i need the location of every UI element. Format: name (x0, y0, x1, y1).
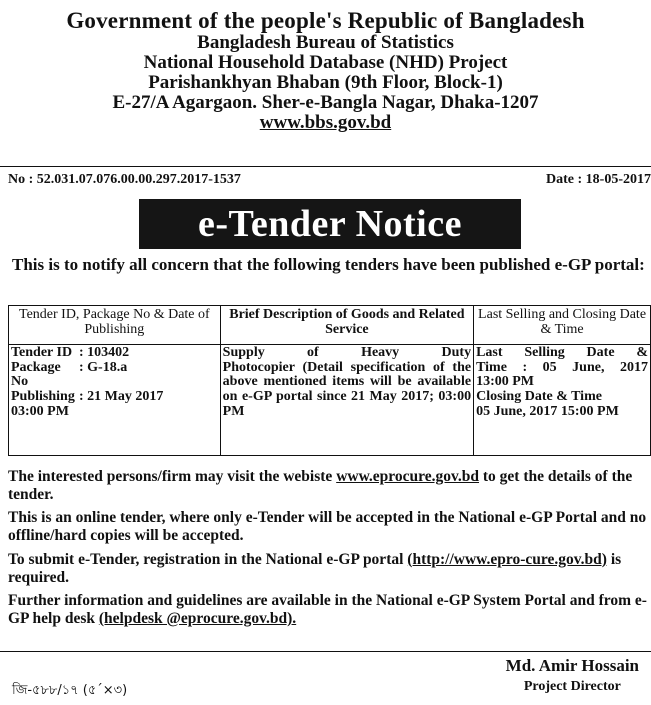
paragraph-website-text: The interested persons/firm may visit the webiste (8, 468, 337, 485)
reference-number: No : 52.031.07.076.00.00.297.2017-1537 (8, 172, 241, 187)
last-selling-line1: Last Selling Date & (476, 345, 648, 360)
description-rest: Photocopier (Detail specification of the above mentioned items will be available on e-GP portal since 21 May 2017; 03:00 PM (222, 359, 472, 419)
paragraph-website (8, 468, 651, 504)
paragraph-helpdesk (8, 592, 651, 628)
tender-id-value: : 103402 (79, 345, 130, 360)
body-paragraphs (8, 468, 651, 633)
publishing-value: : 21 May 2017 (79, 389, 164, 405)
intro-text: This is to notify all concern that the following tenders have been published e-GP portal: (12, 255, 645, 274)
header-building: Parishankhyan Bhaban (9th Floor, Block-1) (148, 72, 503, 93)
package-label: Package No (11, 359, 61, 390)
table-row (9, 345, 651, 456)
eprocure-link[interactable]: www.eprocure.gov.bd (336, 468, 480, 485)
last-selling-time: 13:00 PM (476, 374, 535, 390)
helpdesk-email-link[interactable]: (helpdesk @eprocure.gov.bd). (98, 609, 297, 627)
paragraph-website-tail: to get the details of the tender. (8, 468, 633, 504)
cell-tender-info (9, 345, 221, 456)
notice-banner: e-Tender Notice (139, 199, 521, 249)
paragraph-registration (8, 551, 651, 587)
description-line1: Supply of Heavy Duty (222, 345, 472, 360)
paragraph-registration-text: To submit e-Tender, registration in the National e-GP portal (8, 550, 408, 568)
cell-dates (474, 345, 651, 456)
signature-block (506, 656, 639, 695)
closing-value: 05 June, 2017 15:00 PM (476, 403, 619, 419)
paragraph-registration-tail: is required. (8, 550, 622, 586)
signatory-name: Md. Amir Hossain (505, 656, 639, 675)
reference-line (8, 172, 651, 188)
footer-divider (0, 651, 651, 652)
paragraph-helpdesk-text: Further information and guidelines are available in the National e-GP System Portal and from e-GP help desk (8, 591, 647, 627)
closing-label: Closing Date & Time (476, 389, 602, 405)
publishing-label: Publishing (11, 389, 75, 405)
header-bureau: Bangladesh Bureau of Statistics (197, 32, 454, 53)
paragraph-online-tender: This is an online tender, where only e-Tender will be accepted in the National e-GP Portal and no offline/hard copies will be accepted. (8, 509, 647, 545)
publication-code: জি-৫৮৮/১৭ (৫´×৩) (12, 683, 128, 698)
tender-table (8, 305, 651, 456)
header-address: E-27/A Agargaon. Sher-e-Bangla Nagar, Dhaka-1207 (112, 92, 539, 113)
header-tender-id: Tender ID, Package No & Date of Publishing (9, 306, 221, 345)
header-divider (0, 166, 651, 167)
header-website-link[interactable]: www.bbs.gov.bd (259, 112, 392, 133)
signatory-title: Project Director (523, 679, 621, 694)
tender-id-label: Tender ID (11, 345, 73, 360)
table-header-row (9, 306, 651, 345)
last-selling-line2: Time : 05 June, 2017 (476, 359, 648, 375)
header-project: National Household Database (NHD) Project (143, 52, 508, 73)
publishing-time: 03:00 PM (11, 403, 69, 419)
reference-date: Date : 18-05-2017 (546, 172, 651, 187)
header-government: Government of the people's Republic of Bangladesh (66, 8, 585, 33)
egp-portal-link[interactable]: (http://www.epro-cure.gov.bd) (407, 550, 607, 568)
letterhead (0, 9, 651, 132)
header-dates: Last Selling and Closing Date & Time (474, 306, 651, 345)
cell-description (220, 345, 473, 456)
package-value: : G-18.a (79, 359, 128, 375)
header-description: Brief Description of Goods and Related Service (220, 306, 473, 345)
